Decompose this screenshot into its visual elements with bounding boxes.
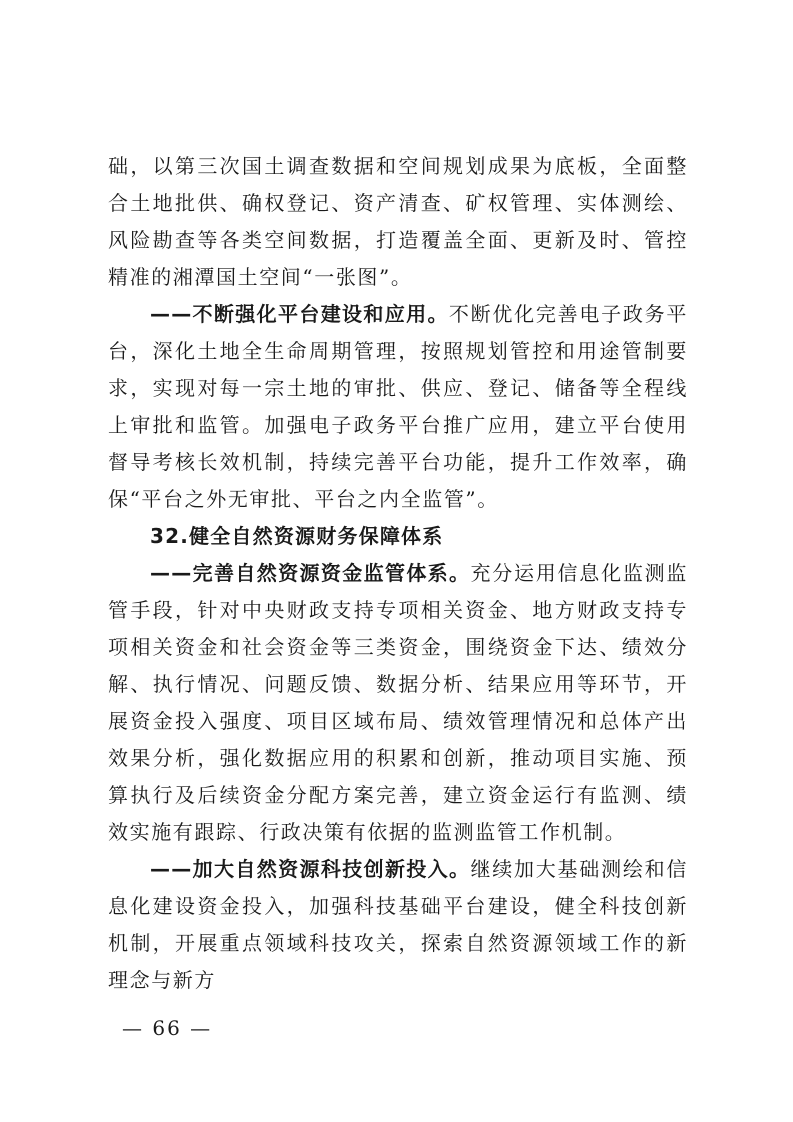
paragraph-platform: [108, 296, 688, 518]
paragraph-tech: [108, 851, 688, 999]
paragraph-lead: ——加大自然资源科技创新投入。: [150, 857, 471, 881]
paragraph-text: 础，以第三次国土调查数据和空间规划成果为底板，全面整合土地批供、确权登记、资产清查、矿权管理、实体测绘、风险勘查等各类空间数据，打造覆盖全面、更新及时、管控精准的湘潭国土空间“一张图”。: [108, 154, 688, 289]
paragraph-text: 充分运用信息化监测监管手段，针对中央财政支持专项相关资金、地方财政支持专项相关资金和社会资金等三类资金，围绕资金下达、绩效分解、执行情况、问题反馈、数据分析、结果应用等环节，开展资金投入强度、项目区域布局、绩效管理情况和总体产出效果分析，强化数据应用的积累和创新，推动项目实施、预算执行及后续资金分配方案完善，建立资金运行有监测、绩效实施有跟踪、行政决策有依据的监测监管工作机制。: [108, 561, 689, 844]
paragraph-lead: ——不断强化平台建设和应用。: [150, 302, 449, 326]
page-number: — 66 —: [122, 1016, 213, 1040]
paragraph-text: 不断优化完善电子政务平台，深化土地全生命周期管理，按照规划管控和用途管制要求，实现对每一宗土地的审批、供应、登记、储备等全程线上审批和监管。加强电子政务平台推广应用，建立平台使用督导考核长效机制，持续完善平台功能，提升工作效率，确保“平台之外无审批、平台之内全监管”。: [108, 302, 688, 511]
paragraph-continuation: [108, 148, 688, 296]
body-text: [108, 148, 688, 999]
paragraph-lead: ——完善自然资源资金监管体系。: [150, 561, 471, 585]
section-heading: 32.健全自然资源财务保障体系: [150, 524, 444, 548]
paragraph-funds: [108, 555, 688, 851]
paragraph-text: 继续加大基础测绘和信息化建设资金投入，加强科技基础平台建设，健全科技创新机制，开展重点领域科技攻关，探索自然资源领域工作的新理念与新方: [108, 857, 689, 992]
